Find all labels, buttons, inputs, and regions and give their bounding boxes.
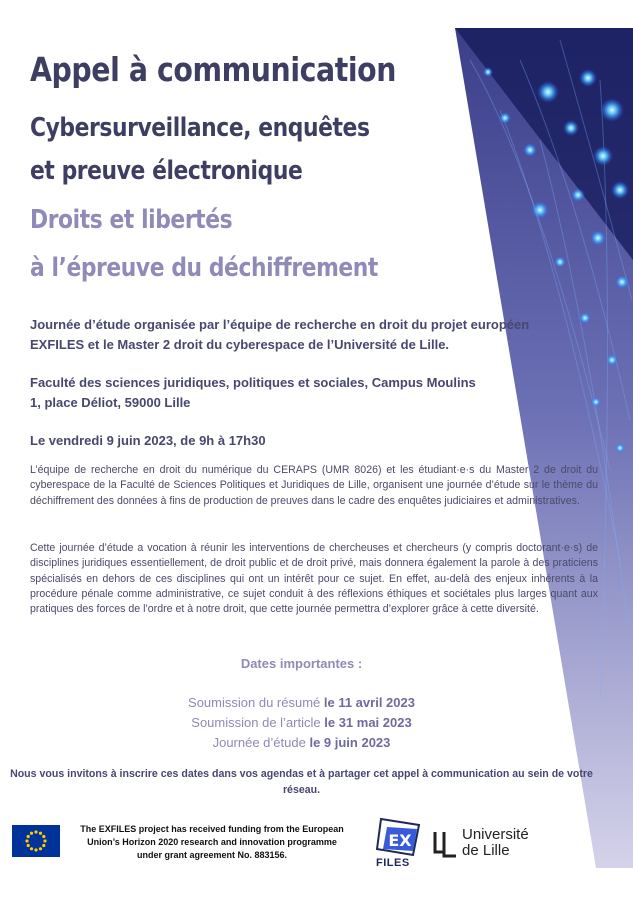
location	[30, 373, 570, 413]
universite-line1: Université	[462, 826, 529, 843]
description-paragraph-2: Cette journée d’étude a vocation à réunir les interventions de chercheuses et chercheurs (y compris doctorant·e·s) de disciplines juridiques essentiellement, de droit public et de droit privé, mais donnera également la parole à des praticiens spécialisés en dehors de ces disciplines qui ont un intérêt pour ce sujet. En effet, au-delà des enjeux inhérents à la procédure pénale comme administrative, ce sujet conduit à des réflexions éthiques et sociétales plus larges quant aux pratiques des forces de l’ordre et à notre droit, que cette journée permettra d’explorer grâce à cette diversité.	[30, 542, 598, 616]
location-line2: 1, place Déliot, 59000 Lille	[30, 395, 191, 410]
footer	[0, 815, 633, 885]
date-item	[0, 733, 603, 753]
date-item-label: Soumission du résumé	[188, 695, 324, 710]
description-paragraph-1: L’équipe de recherche en droit du numérique du CERAPS (UMR 8026) et les étudiant·e·s du Master 2 de droit du cyberespace de la Faculté de Sciences Politiques et Juridiques de Lille, organisent une journée d’étude sur le thème du déchiffrement des données à fins de production de preuves dans le cadre des enquêtes judiciaires et administratives.	[30, 464, 598, 507]
universite-line2: de Lille	[462, 842, 510, 859]
date-item-label: Soumission de l’article	[191, 715, 325, 730]
date-item-value: le 31 mai 2023	[324, 715, 412, 730]
poster-tagline-line2: à l’épreuve du déchiffrement	[30, 253, 378, 283]
date-item	[0, 713, 603, 733]
date-item-value: le 11 avril 2023	[323, 695, 415, 710]
date-item-label: Journée d’étude	[212, 735, 310, 750]
exfiles-logo-label: FILES	[376, 857, 410, 869]
poster-title: Appel à communication	[30, 50, 397, 89]
poster-subtitle-line2: et preuve électronique	[30, 156, 303, 186]
intro-text: Journée d’étude organisée par l’équipe de recherche en droit du projet européen EXFILES et le Master 2 droit du cyberespace de l’Université de Lille.	[30, 317, 530, 352]
event-date: Le vendredi 9 juin 2023, de 9h à 17h30	[30, 433, 266, 448]
poster-tagline-line1: Droits et libertés	[30, 205, 233, 235]
date-item-value: le 9 juin 2023	[309, 735, 391, 750]
funding-statement: The EXFILES project has received funding from the European Union’s Horizon 2020 research and innovation programme under grant agreement No. 883156.	[80, 824, 344, 860]
universite-de-lille-logo-icon	[432, 830, 458, 858]
date-item	[0, 693, 603, 713]
poster-subtitle-line1: Cybersurveillance, enquêtes	[30, 113, 370, 143]
invitation-text: Nous vous invitons à inscrire ces dates dans vos agendas et à partager cet appel à communication au sein de votre réseau.	[10, 768, 593, 796]
exfiles-logo-text: EX	[388, 831, 412, 850]
important-dates-heading: Dates importantes :	[240, 656, 363, 671]
location-line1: Faculté des sciences juridiques, politiques et sociales, Campus Moulins	[30, 375, 476, 390]
important-dates-list	[0, 693, 603, 753]
eu-flag-icon	[12, 825, 60, 857]
universite-de-lille-logo-text	[462, 827, 529, 859]
